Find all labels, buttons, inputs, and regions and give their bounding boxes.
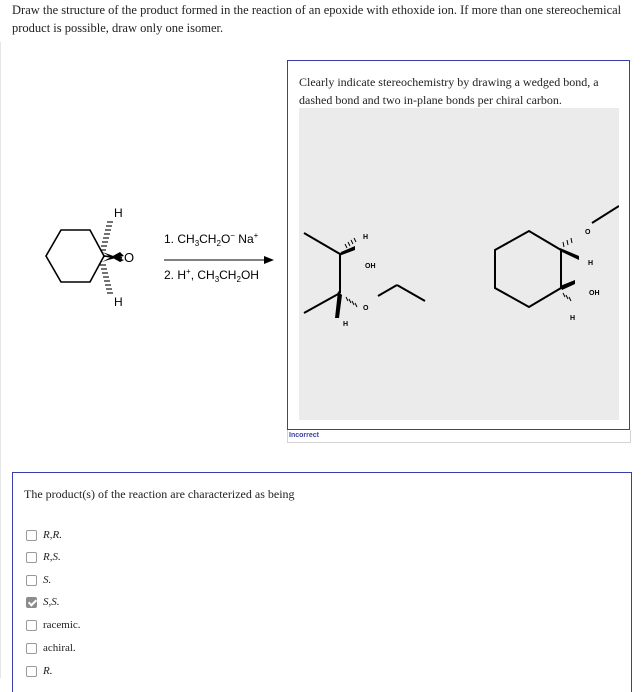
checkbox-checked[interactable] [26,597,37,608]
dash-bond-top-h [100,222,113,250]
drawing-canvas[interactable] [299,108,619,420]
option-rs[interactable] [26,550,61,564]
option-label: R,R. [43,529,62,541]
option-r[interactable] [26,664,52,678]
option-ss[interactable] [26,595,60,609]
question-text: Draw the structure of the product formed in the reaction of an epoxide with ethoxide ion. If more than one stereochemical product is possible, draw only one isomer. [12,3,622,35]
checkbox[interactable] [26,552,37,563]
d2-h: H [588,260,594,267]
cyclohexane-ring [46,230,104,282]
epoxide-oxygen: O [124,250,135,265]
incorrect-status: Incorrect [289,432,319,439]
mc-prompt: The product(s) of the reaction are characterized as being [24,487,295,501]
option-label: S,S. [43,596,60,608]
reaction-arrowhead [264,256,274,264]
checkbox[interactable] [26,666,37,677]
dash-bond-bottom-h [100,265,113,293]
option-rr[interactable] [26,528,62,542]
drawing-svg [299,108,619,420]
d2-h-bottom: H [570,315,576,322]
d2-o: O [585,229,591,236]
epoxide-h-top: H [114,206,123,220]
option-achiral[interactable] [26,641,76,655]
option-label: achiral. [43,642,76,654]
reagent-step1: 1. $CH_3CH_2O^-$ Na+ [164,231,259,248]
checkbox[interactable] [26,643,37,654]
d1-o: O [363,305,369,312]
option-s[interactable] [26,573,51,587]
left-divider [0,42,1,678]
checkbox[interactable] [26,530,37,541]
option-label: S. [43,574,52,586]
feedback-row [287,430,631,443]
epoxide-h-bottom: H [114,295,123,309]
answer-instruction: Clearly indicate stereochemistry by drawing a wedged bond, a dashed bond and two in-plane bonds per chiral carbon. [299,75,599,107]
answer-box [287,60,630,430]
option-racemic[interactable] [26,618,81,632]
reaction-scheme [38,200,283,320]
multiple-choice-box [12,472,632,692]
drawing1 [304,233,425,328]
option-label: racemic. [43,619,81,631]
checkbox[interactable] [26,575,37,586]
option-label: R. [43,665,53,677]
checkbox[interactable] [26,620,37,631]
drawing2 [495,206,619,322]
reagent-step2: 2. H+, $CH_3CH_2OH$ [164,267,259,284]
d1-h-top: H [363,234,369,241]
d1-h-bottom: H [343,321,349,328]
d1-oh: OH [365,263,376,270]
d2-oh: OH [589,290,600,297]
option-label: R,S. [43,551,61,563]
